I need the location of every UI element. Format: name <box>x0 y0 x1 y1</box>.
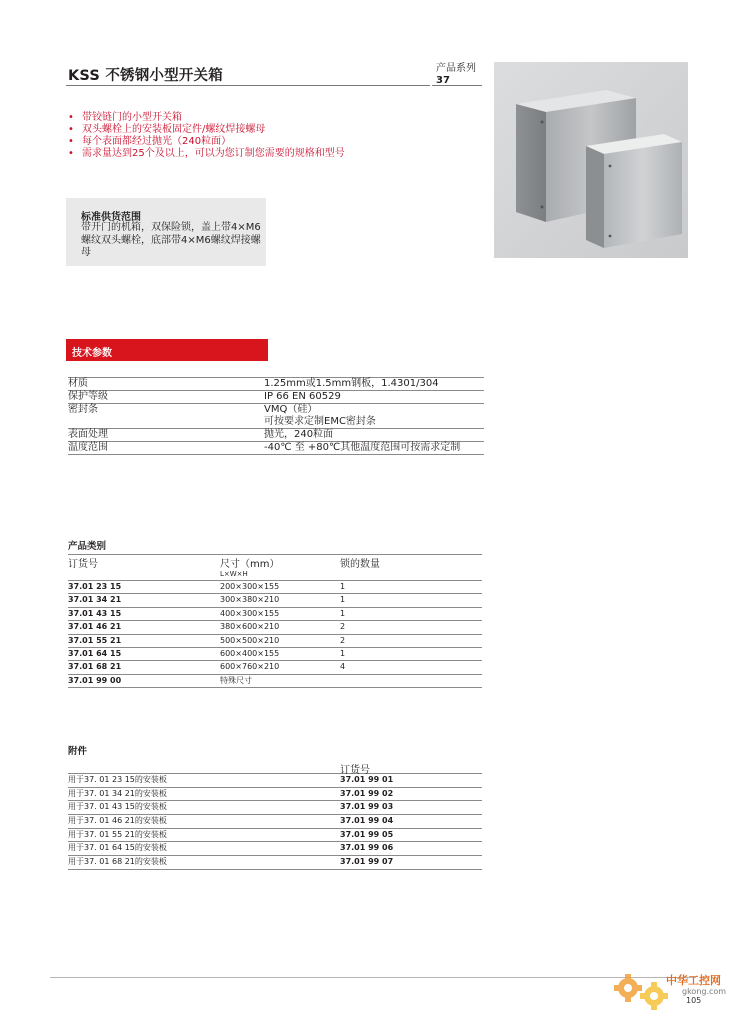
table-row: 温度范围 -40℃ 至 +80℃其他温度范围可按需求定制 <box>68 442 484 455</box>
watermark-text: 中华工控网 <box>666 974 721 987</box>
series-number: 37 <box>436 75 450 86</box>
table-row: 用于37. 01 64 15的安装板 37.01 99 06 <box>68 842 482 856</box>
bullet-icon: • <box>68 112 74 123</box>
page-title: KSS 不锈钢小型开关箱 <box>68 68 223 84</box>
bullet-icon: • <box>68 136 74 147</box>
series-label: 产品系列 <box>436 63 476 74</box>
watermark-url: gkong.com <box>682 987 727 996</box>
size-unit: L×W×H <box>220 570 248 578</box>
feature-item: • 每个表面都经过抛光（240粒面） <box>68 136 232 147</box>
table-row: 37.01 68 21 600×760×210 4 <box>68 661 482 674</box>
tech-params-title: 技术参数 <box>72 348 112 359</box>
feature-item: • 双头螺栓上的安装板固定件/螺纹焊接螺母 <box>68 124 266 135</box>
table-row: 37.01 46 21 380×600×210 2 <box>68 621 482 634</box>
table-row: 可按要求定制EMC密封条 <box>68 416 484 429</box>
products-section <box>68 538 482 688</box>
table-row: 37.01 99 00 特殊尺寸 <box>68 675 482 688</box>
feature-item: • 需求量达到25个及以上，可以为您订制您需要的规格和型号 <box>68 148 345 159</box>
table-row: 用于37. 01 68 21的安装板 37.01 99 07 <box>68 856 482 870</box>
table-row: 37.01 43 15 400×300×155 1 <box>68 608 482 621</box>
table-row: 37.01 34 21 300×380×210 1 <box>68 594 482 607</box>
feature-list <box>68 112 345 160</box>
table-row: 37.01 55 21 500×500×210 2 <box>68 635 482 648</box>
table-row: 材质 1.25mm或1.5mm钢板，1.4301/304 <box>68 378 484 391</box>
size-header: 尺寸（mm） <box>220 559 280 570</box>
table-row: 用于37. 01 43 15的安装板 37.01 99 03 <box>68 801 482 815</box>
bullet-icon: • <box>68 124 74 135</box>
tech-params-table <box>68 377 484 455</box>
stainless-boxes-image <box>494 62 688 258</box>
series-divider <box>432 85 482 86</box>
feature-item: • 带铰链门的小型开关箱 <box>68 112 182 123</box>
accessories-header: 订货号 <box>68 761 482 774</box>
table-row: 表面处理 抛光，240粒面 <box>68 429 484 442</box>
standard-scope-title: 标准供货范围 <box>81 212 141 223</box>
products-title: 产品类别 <box>68 541 107 552</box>
product-photo <box>494 62 688 258</box>
products-header: 订货号 尺寸（mm） L×W×H 锁的数量 <box>68 554 482 581</box>
table-row: 37.01 64 15 600×400×155 1 <box>68 648 482 661</box>
page-number: 105 <box>686 996 702 1005</box>
table-row: 用于37. 01 46 21的安装板 37.01 99 04 <box>68 815 482 829</box>
standard-scope-text: 带开门的机箱，双保险锁，盖上带4×M6螺纹双头螺栓，底部带4×M6螺纹焊接螺母 <box>81 222 261 258</box>
accessories-section <box>68 743 482 870</box>
table-row: 用于37. 01 34 21的安装板 37.01 99 02 <box>68 788 482 802</box>
footer-divider <box>50 977 696 978</box>
bullet-icon: • <box>68 148 74 159</box>
table-row: 密封条 VMQ（硅） <box>68 404 318 415</box>
table-row: 用于37. 01 23 15的安装板 37.01 99 01 <box>68 774 482 788</box>
accessories-title: 附件 <box>68 746 88 757</box>
title-divider <box>66 85 430 86</box>
table-row: 用于37. 01 55 21的安装板 37.01 99 05 <box>68 829 482 843</box>
table-row: 保护等级 IP 66 EN 60529 <box>68 391 484 404</box>
table-row: 37.01 23 15 200×300×155 1 <box>68 581 482 594</box>
